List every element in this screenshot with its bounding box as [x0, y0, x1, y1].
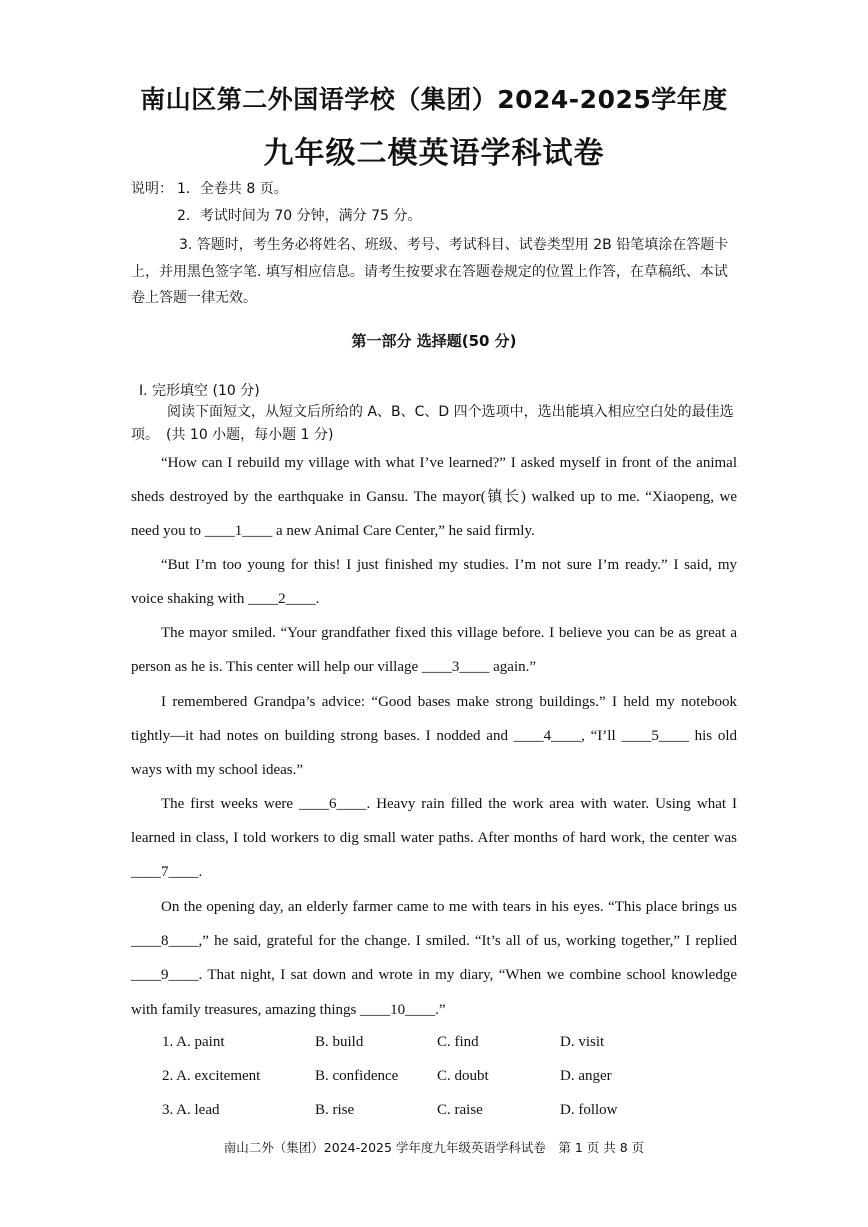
option-1c: C. find: [437, 1034, 479, 1050]
option-2b: B. confidence: [315, 1068, 399, 1084]
part-heading: 第一部分 选择题(50 分): [351, 332, 517, 350]
notes-item-3: 3. 答题时，考生务必将姓名、班级、考号、考试科目、试卷类型用 2B 铅笔填涂在答题卡上，并用黑色签字笔. 填写相应信息。请考生按要求在答题卷规定的位置上作答，在草稿纸、本试卷上答题一律无效。: [131, 237, 729, 306]
passage-paragraph: The first weeks were ____6____. Heavy rain filled the work area with water. Using what I learned in class, I told workers to dig small water paths. After months of hard work, the center was ____7____.: [131, 796, 737, 881]
page-footer: 南山二外（集团）2024-2025 学年度九年级英语学科试卷 第 1 页 共 8 页: [223, 1140, 645, 1155]
passage-paragraph: On the opening day, an elderly farmer came to me with tears in his eyes. “This place brings us ____8____,” he said, grateful for the change. I smiled. “It’s all of us, working together,” I replied ____9____. That night, I sat down and wrote in my diary, “When we combine school knowledge with family treasures, amazing things ____10____.”: [131, 899, 737, 1018]
notes-label: 说明：: [131, 181, 173, 197]
passage-paragraph: “But I’m too young for this! I just finished my studies. I’m not sure I’m ready.” I said, my voice shaking with ____2____.: [131, 557, 737, 608]
passage-paragraph: I remembered Grandpa’s advice: “Good bases make strong buildings.” I held my notebook tightly—it had notes on building strong bases. I nodded and ____4____, “I’ll ____5____ his old ways with my school ideas.”: [131, 694, 737, 779]
option-3a: 3. A. lead: [162, 1102, 220, 1118]
option-3d: D. follow: [560, 1102, 618, 1118]
option-1b: B. build: [315, 1034, 364, 1050]
option-3b: B. rise: [315, 1102, 355, 1118]
exam-title-school: 南山区第二外国语学校（集团）2024-2025学年度: [140, 85, 728, 114]
option-2c: C. doubt: [437, 1068, 489, 1084]
passage-paragraph: The mayor smiled. “Your grandfather fixed this village before. I believe you can be as great a person as he is. This center will help our village ____3____ again.”: [131, 625, 737, 676]
exam-title-subject: 九年级二模英语学科试卷: [263, 136, 605, 171]
option-2d: D. anger: [560, 1068, 612, 1084]
notes-item-2: 2．考试时间为 70 分钟，满分 75 分。: [177, 208, 422, 224]
section-title: I. 完形填空 (10 分): [139, 383, 260, 399]
passage-paragraph: “How can I rebuild my village with what I’ve learned?” I asked myself in front of the animal sheds destroyed by the earthquake in Gansu. The mayor(镇长) walked up to me. “Xiaopeng, we need you to ____1____ a new Animal Care Center,” he said firmly.: [131, 455, 737, 540]
notes-item-1: 1．全卷共 8 页。: [177, 181, 288, 197]
option-2a: 2. A. excitement: [162, 1068, 261, 1084]
option-1d: D. visit: [560, 1034, 605, 1050]
option-1a: 1. A. paint: [162, 1034, 225, 1050]
section-instruction: 阅读下面短文，从短文后所给的 A、B、C、D 四个选项中，选出能填入相应空白处的最佳选项。 (共 10 小题，每小题 1 分): [131, 404, 734, 443]
option-3c: C. raise: [437, 1102, 483, 1118]
